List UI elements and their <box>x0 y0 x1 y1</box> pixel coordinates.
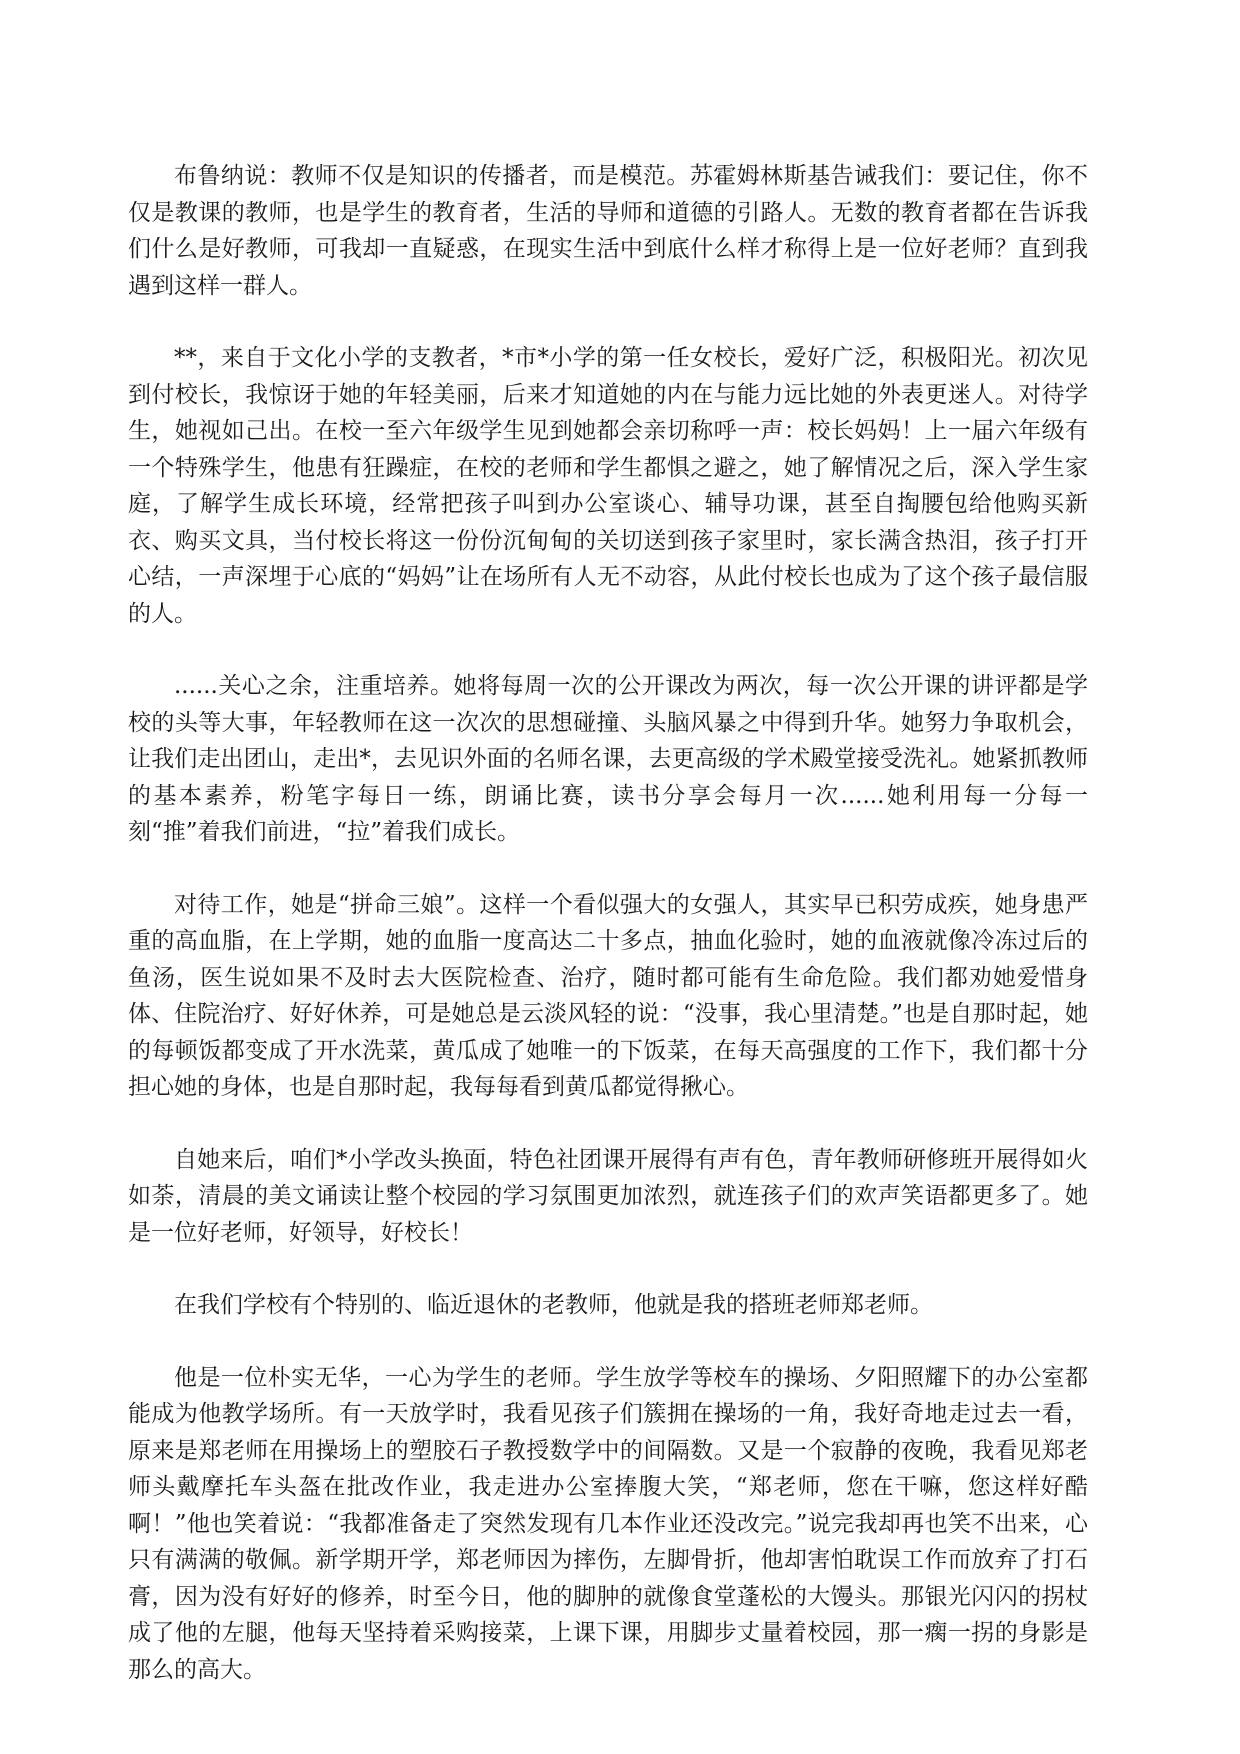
document-body <box>128 158 1088 1688</box>
paragraph-7: 他是一位朴实无华，一心为学生的老师。学生放学等校车的操场、夕阳照耀下的办公室都能成为他教学场所。有一天放学时，我看见孩子们簇拥在操场的一角，我好奇地走过去一看，原来是郑老师在用操场上的塑胶石子教授数学中的间隔数。又是一个寂静的夜晚，我看见郑老师头戴摩托车头盔在批改作业，我走进办公室捧腹大笑，“郑老师，您在干嘛，您这样好酷啊！”他也笑着说：“我都准备走了突然发现有几本作业还没改完。”说完我却再也笑不出来，心只有满满的敬佩。新学期开学，郑老师因为摔伤，左脚骨折，他却害怕耽误工作而放弃了打石膏，因为没有好好的修养，时至今日，他的脚肿的就像食堂蓬松的大馒头。那银光闪闪的拐杖成了他的左腿，他每天坚持着采购接菜，上课下课，用脚步丈量着校园，那一瘸一拐的身影是那么的高大。 <box>128 1364 1088 1683</box>
paragraph-5: 自她来后，咱们*小学改头换面，特色社团课开展得有声有色，青年教师研修班开展得如火如荼，清晨的美文诵读让整个校园的学习氛围更加浓烈，就连孩子们的欢声笑语都更多了。她是一位好老师，好领导，好校长！ <box>128 1146 1088 1246</box>
paragraph-6: 在我们学校有个特别的、临近退休的老教师，他就是我的搭班老师郑老师。 <box>174 1292 933 1318</box>
paragraph-1: 布鲁纳说：教师不仅是知识的传播者，而是模范。苏霍姆林斯基告诫我们：要记住，你不仅是教课的教师，也是学生的教育者，生活的导师和道德的引路人。无数的教育者都在告诉我们什么是好教师，可我却一直疑惑，在现实生活中到底什么样才称得上是一位好老师？直到我遇到这样一群人。 <box>128 163 1088 299</box>
paragraph-4: 对待工作，她是“拼命三娘”。这样一个看似强大的女强人，其实早已积劳成疾，她身患严重的高血脂，在上学期，她的血脂一度高达二十多点，抽血化验时，她的血液就像冷冻过后的鱼汤，医生说如果不及时去大医院检查、治疗，随时都可能有生命危险。我们都劝她爱惜身体、住院治疗、好好休养，可是她总是云淡风轻的说：“没事，我心里清楚。”也是自那时起，她的每顿饭都变成了开水洗菜，黄瓜成了她唯一的下饭菜，在每天高强度的工作下，我们都十分担心她的身体，也是自那时起，我每每看到黄瓜都觉得揪心。 <box>128 891 1088 1100</box>
paragraph-2: **，来自于文化小学的支教者，*市*小学的第一任女校长，爱好广泛，积极阳光。初次见到付校长，我惊讶于她的年轻美丽，后来才知道她的内在与能力远比她的外表更迷人。对待学生，她视如己出。在校一至六年级学生见到她都会亲切称呼一声：校长妈妈！上一届六年级有一个特殊学生，他患有狂躁症，在校的老师和学生都惧之避之，她了解情况之后，深入学生家庭，了解学生成长环境，经常把孩子叫到办公室谈心、辅导功课，甚至自掏腰包给他购买新衣、购买文具，当付校长将这一份份沉甸甸的关切送到孩子家里时，家长满含热泪，孩子打开心结，一声深埋于心底的“妈妈”让在场所有人无不动容，从此付校长也成为了这个孩子最信服的人。 <box>128 345 1088 627</box>
paragraph-3: ......关心之余，注重培养。她将每周一次的公开课改为两次，每一次公开课的讲评都是学校的头等大事，年轻教师在这一次次的思想碰撞、头脑风暴之中得到升华。她努力争取机会，让我们走出团山，走出*，去见识外面的名师名课，去更高级的学术殿堂接受洗礼。她紧抓教师的基本素养，粉笔字每日一练，朗诵比赛，读书分享会每月一次......她利用每一分每一刻“推”着我们前进，“拉”着我们成长。 <box>128 673 1088 845</box>
